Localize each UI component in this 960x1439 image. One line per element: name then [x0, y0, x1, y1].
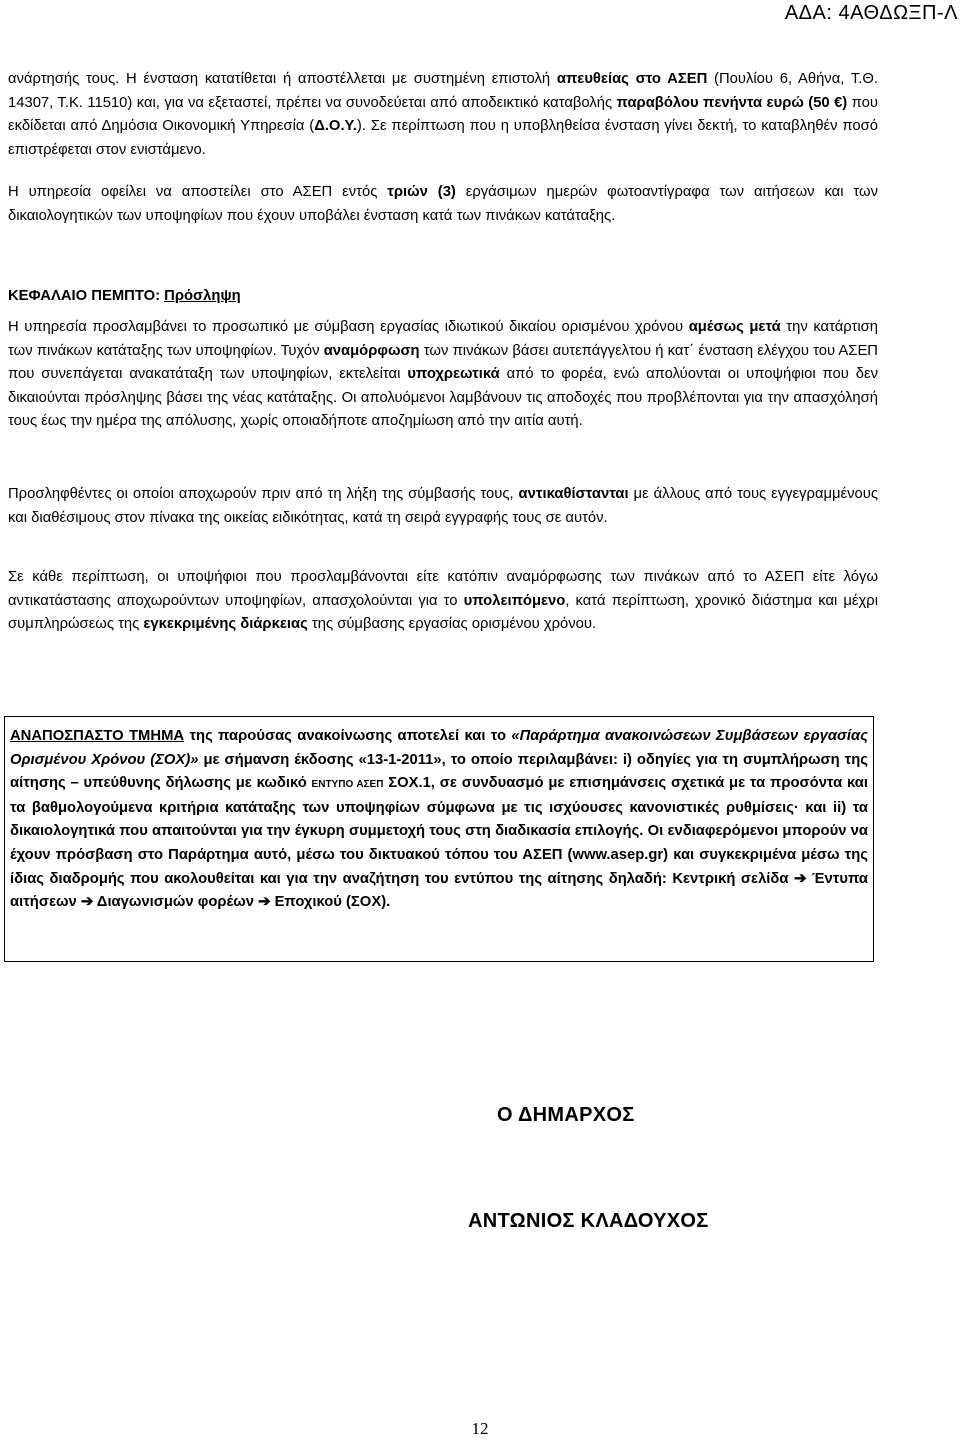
text: ΣΟΧ.1, σε συνδυασμό με επισημάνσεις σχετικά με τα προσόντα και τα βαθμολογούμενα κριτήρια κατάταξης των υποψηφίων σύμφωνα με τις ισχύουσες κανονιστικές ρυθμίσεις· και ii) τα δικαιολογητικά που απαιτούνται για την έγκυρη συμμετοχή τους στη διαδικασία επιλογής. Οι ενδιαφερόμενοι μπορούν να έχουν πρόσβαση στο Παράρτημα αυτό, μέσω του δικτυακού τόπου του ΑΣΕΠ (www.asep.gr) και συγκεκριμένα μέσω της ίδιας διαδρομής που ακολουθείται και για την αναζήτηση του εντύπου της αίτησης δηλαδή: Κεντρική σελίδα [10, 775, 868, 887]
paragraph-replacement [8, 483, 878, 530]
text: της παρούσας ανακοίνωσης αποτελεί και το [184, 728, 512, 744]
nav-path-forms: Έντυπα αιτήσεων [10, 870, 868, 911]
form-code-small: ΕΝΤΥΠΟ ΑΣΕΠ [311, 779, 384, 791]
nav-path-competitions: Διαγωνισμών φορέων [93, 894, 259, 911]
text: , κατά περίπτωση, χρονικό διάστημα και μέχρι συμπληρώσεως της [8, 592, 879, 633]
signature-name: ΑΝΤΩΝΙΟΣ ΚΛΑΔΟΥΧΟΣ [468, 1210, 709, 1232]
text-bold: Δ.Ο.Υ. [314, 118, 357, 135]
signature-title: Ο ΔΗΜΑΡΧΟΣ [497, 1104, 635, 1126]
nav-path-seasonal: Εποχικού (ΣΟΧ). [270, 894, 391, 911]
text-bold: αντικαθίστανται [518, 486, 629, 502]
text: με σήμανση έκδοσης «13-1-2011», το οποίο περιλαμβάνει: i) οδηγίες για τη συμπλήρωση της αίτησης – υπεύθυνης δήλωσης με κωδικό [10, 751, 868, 792]
text-bold: παραβόλου πενήντα ευρώ (50 €) [616, 94, 848, 111]
text: των πινάκων βάσει αυτεπάγγελτου ή κατ΄ ένσταση ελέγχου του ΑΣΕΠ που συνεπάγεται ανακατάταξη των υποψηφίων, εκτελείται [8, 342, 878, 383]
paragraph-remaining-time [8, 566, 878, 637]
text: από το φορέα, ενώ απολύονται οι υποψήφιοι που δεν δικαιούνται πρόσληψης βάσει της νέας κατάταξης. Οι απολυόμενοι λαμβάνουν τις αποδοχές που προβλέπονται για την απασχόλησή τους έως την ημέρα της απόλυσης, χωρίς οποιαδήποτε αποζημίωση από την αιτία αυτή. [8, 366, 879, 430]
ada-code: ΑΔΑ: 4ΑΘΔΩΞΠ-Λ [784, 2, 958, 24]
text-bold: υπολειπόμενο [463, 592, 566, 609]
text-bold: αναμόρφωση [323, 342, 420, 359]
chapter-heading [8, 288, 241, 304]
text: με άλλους από τους εγγεγραμμένους και διαθέσιμους στον πίνακα της οικείας ειδικότητας, κατά τη σειρά εγγραφής τους σε αυτόν. [8, 486, 878, 526]
annex-label: ΑΝΑΠΟΣΠΑΣΤΟ ΤΜΗΜΑ [10, 728, 185, 744]
chapter-title: Πρόσληψη [164, 288, 241, 304]
text: Η υπηρεσία προσλαμβάνει το προσωπικό με σύμβαση εργασίας ιδιωτικού δικαίου ορισμένου χρόνου [8, 319, 689, 335]
text: Προσληφθέντες οι οποίοι αποχωρούν πριν από τη λήξη της σύμβασής τους, [8, 486, 519, 502]
text: ). Σε περίπτωση που η υποβληθείσα ένσταση γίνει δεκτή, το καταβληθέν ποσό επιστρέφεται στον ενιστάμενο. [8, 118, 878, 158]
arrow-right-icon: ➔ [258, 894, 271, 911]
chapter-number: ΚΕΦΑΛΑΙΟ ΠΕΜΠΤΟ: [8, 288, 165, 304]
text-bold: αμέσως μετά [688, 319, 781, 335]
arrow-right-icon: ➔ [794, 870, 807, 887]
paragraph-hiring [8, 316, 878, 434]
text: την κατάρτιση των πινάκων κατάταξης των υποψηφίων. Τυχόν [8, 319, 878, 359]
text: ανάρτησής τους. Η ένσταση κατατίθεται ή αποστέλλεται με συστημένη επιστολή [8, 71, 557, 87]
annex-notice-text [10, 725, 868, 915]
text-bold: απευθείας στο ΑΣΕΠ [556, 71, 708, 87]
text: Η υπηρεσία οφείλει να αποστείλει στο ΑΣΕΠ εντός [8, 184, 388, 200]
text: Σε κάθε περίπτωση, οι υποψήφιοι που προσλαμβάνονται είτε κατόπιν αναμόρφωσης των πινάκων από το ΑΣΕΠ είτε λόγω αντικατάστασης αποχωρούντων υποψηφίων, απασχολούνται για το [8, 569, 878, 609]
page-number: 12 [471, 1419, 489, 1438]
text: (Πουλίου 6, Αθήνα, Τ.Θ. 14307, Τ.Κ. 11510) και, για να εξεταστεί, πρέπει να συνοδεύεται από αποδεικτικό καταβολής [8, 71, 878, 111]
paragraph-service-duty [8, 181, 878, 228]
text: της σύμβασης εργασίας ορισμένου χρόνου. [307, 616, 597, 633]
text-bold: υποχρεωτικά [407, 366, 500, 383]
text: εργάσιμων ημερών φωτοαντίγραφα των αιτήσεων και των δικαιολογητικών των υποψηφίων που έχουν υποβάλει ένσταση κατά των πινάκων κατάταξης. [8, 184, 879, 224]
paragraph-objection [8, 68, 878, 162]
text: που εκδίδεται από Δημόσια Οικονομική Υπηρεσία ( [8, 94, 878, 135]
annex-title: «Παράρτημα ανακοινώσεων Συμβάσεων εργασίας Ορισμένου Χρόνου (ΣΟΧ)» [10, 728, 868, 768]
text-bold: εγκεκριμένης διάρκειας [143, 616, 308, 633]
text-bold: τριών (3) [387, 184, 456, 200]
arrow-right-icon: ➔ [80, 894, 94, 911]
